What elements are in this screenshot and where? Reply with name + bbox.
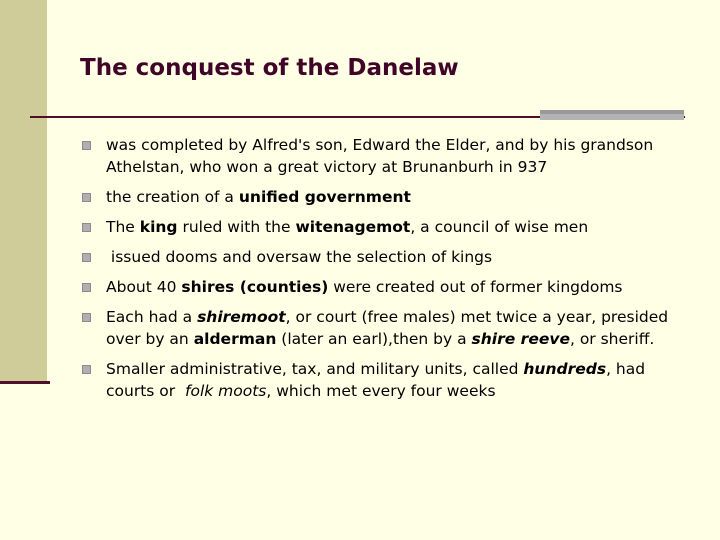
bullet-text: The	[106, 218, 140, 236]
bullet-bold-italic-term: shiremoot	[197, 308, 286, 326]
bullet-text: , or sheriff.	[569, 330, 655, 348]
bullet-bold-term: king	[139, 218, 178, 236]
list-item	[82, 358, 692, 402]
title-divider-accent-top	[540, 110, 684, 114]
bullet-bold-italic-term: hundreds	[523, 360, 607, 378]
list-item	[82, 246, 692, 268]
bullet-text: was completed by Alfred's son, Edward the Elder, and by his grandson Athelstan, who won a great victory at Brunanburh in 937	[106, 136, 654, 176]
bullet-list	[82, 134, 692, 410]
bullet-text: About 40	[106, 278, 182, 296]
square-bullet-icon	[82, 223, 91, 232]
square-bullet-icon	[82, 193, 91, 202]
square-bullet-icon	[82, 365, 91, 374]
bullet-text: were created out of former kingdoms	[328, 278, 623, 296]
list-item	[82, 186, 692, 208]
bullet-text: ruled with the	[177, 218, 296, 236]
list-item	[82, 134, 692, 178]
bullet-bold-term: shires (counties)	[181, 278, 329, 296]
list-item	[82, 276, 692, 298]
bullet-text: , which met every four weeks	[266, 382, 496, 400]
bullet-text: , or court (free males) met twice a year, presided over by an	[106, 308, 669, 348]
bullet-text: (later an earl),then by a	[276, 330, 472, 348]
bullet-text: the creation of a	[106, 188, 239, 206]
bullet-italic-term: folk moots	[185, 382, 267, 400]
bullet-bold-italic-term: shire reeve	[471, 330, 570, 348]
bullet-text: , had courts or	[106, 360, 651, 400]
bullet-text: , a council of wise men	[410, 218, 589, 236]
bullet-text: Smaller administrative, tax, and military units, called	[106, 360, 524, 378]
bullet-text: issued dooms and oversaw the selection of kings	[106, 248, 493, 266]
bullet-bold-term: witenagemot	[295, 218, 411, 236]
square-bullet-icon	[82, 253, 91, 262]
bullet-bold-term: alderman	[193, 330, 277, 348]
list-item	[82, 306, 692, 350]
bullet-bold-term: unified government	[238, 188, 411, 206]
square-bullet-icon	[82, 313, 91, 322]
slide-title: The conquest of the Danelaw	[80, 55, 459, 81]
bullet-text: Each had a	[106, 308, 198, 326]
list-item	[82, 216, 692, 238]
square-bullet-icon	[82, 283, 91, 292]
square-bullet-icon	[82, 141, 91, 150]
left-band-underline	[0, 381, 50, 384]
left-decorative-band	[0, 0, 47, 383]
